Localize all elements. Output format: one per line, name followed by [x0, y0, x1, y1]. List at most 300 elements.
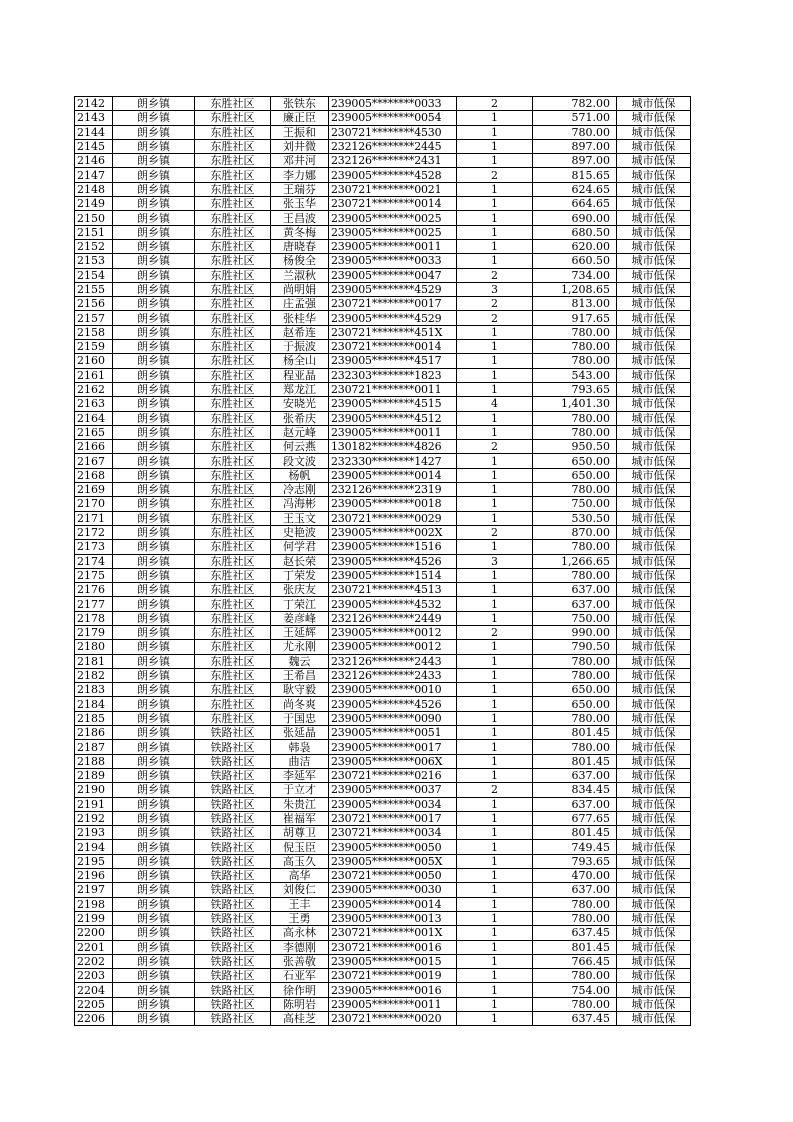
town-cell: 朗乡镇: [113, 783, 195, 797]
person-name-cell: 王丰: [271, 897, 329, 911]
person-name-cell: 倪玉臣: [271, 840, 329, 854]
community-cell: 东胜社区: [195, 382, 271, 396]
household-size-cell: 1: [457, 239, 533, 253]
table-row: [75, 468, 691, 482]
amount-cell: 750.00: [533, 611, 617, 625]
town-cell: 朗乡镇: [113, 97, 195, 111]
community-cell: 东胜社区: [195, 325, 271, 339]
person-name-cell: 兰淑秋: [271, 268, 329, 282]
amount-cell: 637.00: [533, 883, 617, 897]
amount-cell: 793.65: [533, 854, 617, 868]
community-cell: 铁路社区: [195, 783, 271, 797]
row-index-cell: 2152: [75, 239, 113, 253]
community-cell: 东胜社区: [195, 168, 271, 182]
household-size-cell: 1: [457, 668, 533, 682]
assistance-type-cell: 城市低保: [617, 969, 691, 983]
person-name-cell: 何学君: [271, 540, 329, 554]
table-row: [75, 597, 691, 611]
id-number-cell: 239005********0014: [329, 897, 457, 911]
person-name-cell: 丁荣江: [271, 597, 329, 611]
assistance-type-cell: 城市低保: [617, 168, 691, 182]
table-row: [75, 425, 691, 439]
person-name-cell: 朱贵江: [271, 797, 329, 811]
household-size-cell: 1: [457, 225, 533, 239]
id-number-cell: 230721********0034: [329, 826, 457, 840]
amount-cell: 801.45: [533, 940, 617, 954]
amount-cell: 624.65: [533, 182, 617, 196]
row-index-cell: 2206: [75, 1012, 113, 1026]
assistance-type-cell: 城市低保: [617, 711, 691, 725]
town-cell: 朗乡镇: [113, 926, 195, 940]
amount-cell: 543.00: [533, 368, 617, 382]
table-row: [75, 711, 691, 725]
person-name-cell: 高永林: [271, 926, 329, 940]
household-size-cell: 1: [457, 983, 533, 997]
id-number-cell: 230721********0019: [329, 969, 457, 983]
assistance-type-cell: 城市低保: [617, 668, 691, 682]
table-row: [75, 525, 691, 539]
id-number-cell: 230721********0021: [329, 182, 457, 196]
community-cell: 东胜社区: [195, 440, 271, 454]
table-row: [75, 797, 691, 811]
community-cell: 铁路社区: [195, 883, 271, 897]
person-name-cell: 杨俊全: [271, 254, 329, 268]
person-name-cell: 于振波: [271, 340, 329, 354]
assistance-type-cell: 城市低保: [617, 854, 691, 868]
community-cell: 东胜社区: [195, 154, 271, 168]
amount-cell: 620.00: [533, 239, 617, 253]
id-number-cell: 239005********0017: [329, 740, 457, 754]
amount-cell: 650.00: [533, 454, 617, 468]
table-row: [75, 869, 691, 883]
community-cell: 东胜社区: [195, 282, 271, 296]
person-name-cell: 陈明岩: [271, 997, 329, 1011]
assistance-type-cell: 城市低保: [617, 511, 691, 525]
row-index-cell: 2153: [75, 254, 113, 268]
id-number-cell: 239005********4512: [329, 411, 457, 425]
household-size-cell: 1: [457, 726, 533, 740]
amount-cell: 571.00: [533, 111, 617, 125]
person-name-cell: 王希昌: [271, 668, 329, 682]
amount-cell: 780.00: [533, 540, 617, 554]
row-index-cell: 2147: [75, 168, 113, 182]
table-row: [75, 654, 691, 668]
community-cell: 铁路社区: [195, 897, 271, 911]
town-cell: 朗乡镇: [113, 969, 195, 983]
community-cell: 东胜社区: [195, 483, 271, 497]
person-name-cell: 尚冬爽: [271, 697, 329, 711]
household-size-cell: 1: [457, 697, 533, 711]
community-cell: 铁路社区: [195, 940, 271, 954]
row-index-cell: 2180: [75, 640, 113, 654]
household-size-cell: 1: [457, 997, 533, 1011]
amount-cell: 780.00: [533, 340, 617, 354]
person-name-cell: 赵希连: [271, 325, 329, 339]
amount-cell: 780.00: [533, 125, 617, 139]
community-cell: 铁路社区: [195, 911, 271, 925]
id-number-cell: 230721********0014: [329, 340, 457, 354]
assistance-type-cell: 城市低保: [617, 254, 691, 268]
row-index-cell: 2199: [75, 911, 113, 925]
person-name-cell: 史艳波: [271, 525, 329, 539]
person-name-cell: 唐晓春: [271, 239, 329, 253]
row-index-cell: 2157: [75, 311, 113, 325]
assistance-type-cell: 城市低保: [617, 1012, 691, 1026]
person-name-cell: 段文波: [271, 454, 329, 468]
assistance-type-cell: 城市低保: [617, 382, 691, 396]
assistance-type-cell: 城市低保: [617, 597, 691, 611]
amount-cell: 1,208.65: [533, 282, 617, 296]
community-cell: 东胜社区: [195, 625, 271, 639]
town-cell: 朗乡镇: [113, 583, 195, 597]
id-number-cell: 230721********4513: [329, 583, 457, 597]
community-cell: 东胜社区: [195, 497, 271, 511]
assistance-type-cell: 城市低保: [617, 483, 691, 497]
row-index-cell: 2173: [75, 540, 113, 554]
amount-cell: 870.00: [533, 525, 617, 539]
household-size-cell: 2: [457, 525, 533, 539]
person-name-cell: 王玉文: [271, 511, 329, 525]
amount-cell: 793.65: [533, 382, 617, 396]
person-name-cell: 韩袅: [271, 740, 329, 754]
row-index-cell: 2178: [75, 611, 113, 625]
amount-cell: 680.50: [533, 225, 617, 239]
id-number-cell: 230721********4530: [329, 125, 457, 139]
household-size-cell: 2: [457, 625, 533, 639]
household-size-cell: 1: [457, 125, 533, 139]
row-index-cell: 2158: [75, 325, 113, 339]
household-size-cell: 1: [457, 254, 533, 268]
assistance-type-cell: 城市低保: [617, 726, 691, 740]
table-row: [75, 854, 691, 868]
table-row: [75, 311, 691, 325]
amount-cell: 780.00: [533, 654, 617, 668]
person-name-cell: 王勇: [271, 911, 329, 925]
community-cell: 东胜社区: [195, 425, 271, 439]
assistance-type-cell: 城市低保: [617, 125, 691, 139]
household-size-cell: 1: [457, 611, 533, 625]
town-cell: 朗乡镇: [113, 397, 195, 411]
assistance-type-cell: 城市低保: [617, 139, 691, 153]
assistance-type-cell: 城市低保: [617, 197, 691, 211]
amount-cell: 782.00: [533, 97, 617, 111]
town-cell: 朗乡镇: [113, 525, 195, 539]
row-index-cell: 2191: [75, 797, 113, 811]
row-index-cell: 2189: [75, 768, 113, 782]
community-cell: 铁路社区: [195, 1012, 271, 1026]
assistance-type-cell: 城市低保: [617, 683, 691, 697]
row-index-cell: 2169: [75, 483, 113, 497]
household-size-cell: 2: [457, 97, 533, 111]
town-cell: 朗乡镇: [113, 239, 195, 253]
town-cell: 朗乡镇: [113, 1012, 195, 1026]
amount-cell: 650.00: [533, 697, 617, 711]
town-cell: 朗乡镇: [113, 811, 195, 825]
town-cell: 朗乡镇: [113, 154, 195, 168]
table-row: [75, 683, 691, 697]
assistance-type-cell: 城市低保: [617, 926, 691, 940]
assistance-type-cell: 城市低保: [617, 340, 691, 354]
row-index-cell: 2156: [75, 297, 113, 311]
id-number-cell: 239005********4526: [329, 697, 457, 711]
amount-cell: 780.00: [533, 668, 617, 682]
id-number-cell: 239005********0047: [329, 268, 457, 282]
amount-cell: 660.50: [533, 254, 617, 268]
person-name-cell: 冯海彬: [271, 497, 329, 511]
town-cell: 朗乡镇: [113, 340, 195, 354]
town-cell: 朗乡镇: [113, 611, 195, 625]
town-cell: 朗乡镇: [113, 554, 195, 568]
town-cell: 朗乡镇: [113, 182, 195, 196]
table-row: [75, 382, 691, 396]
id-number-cell: 239005********006X: [329, 754, 457, 768]
person-name-cell: 杨全山: [271, 354, 329, 368]
row-index-cell: 2188: [75, 754, 113, 768]
assistance-type-cell: 城市低保: [617, 297, 691, 311]
household-size-cell: 1: [457, 468, 533, 482]
table-row: [75, 225, 691, 239]
table-row: [75, 983, 691, 997]
id-number-cell: 239005********1516: [329, 540, 457, 554]
row-index-cell: 2154: [75, 268, 113, 282]
assistance-type-cell: 城市低保: [617, 525, 691, 539]
community-cell: 东胜社区: [195, 668, 271, 682]
amount-cell: 780.00: [533, 325, 617, 339]
assistance-type-cell: 城市低保: [617, 182, 691, 196]
person-name-cell: 魏云: [271, 654, 329, 668]
table-row: [75, 583, 691, 597]
town-cell: 朗乡镇: [113, 625, 195, 639]
household-size-cell: 1: [457, 969, 533, 983]
table-row: [75, 511, 691, 525]
row-index-cell: 2145: [75, 139, 113, 153]
household-size-cell: 1: [457, 511, 533, 525]
town-cell: 朗乡镇: [113, 354, 195, 368]
table-row: [75, 911, 691, 925]
id-number-cell: 230721********0216: [329, 768, 457, 782]
table-row: [75, 483, 691, 497]
row-index-cell: 2142: [75, 97, 113, 111]
community-cell: 东胜社区: [195, 97, 271, 111]
town-cell: 朗乡镇: [113, 440, 195, 454]
table-row: [75, 139, 691, 153]
household-size-cell: 1: [457, 911, 533, 925]
household-size-cell: 4: [457, 397, 533, 411]
id-number-cell: 232126********2319: [329, 483, 457, 497]
id-number-cell: 239005********0011: [329, 425, 457, 439]
town-cell: 朗乡镇: [113, 911, 195, 925]
community-cell: 东胜社区: [195, 182, 271, 196]
table-row: [75, 940, 691, 954]
household-size-cell: 3: [457, 282, 533, 296]
town-cell: 朗乡镇: [113, 139, 195, 153]
person-name-cell: 张桂华: [271, 311, 329, 325]
household-size-cell: 1: [457, 954, 533, 968]
table-row: [75, 926, 691, 940]
table-row: [75, 625, 691, 639]
person-name-cell: 张玉华: [271, 197, 329, 211]
table-row: [75, 740, 691, 754]
row-index-cell: 2150: [75, 211, 113, 225]
id-number-cell: 239005********0015: [329, 954, 457, 968]
household-size-cell: 1: [457, 325, 533, 339]
table-row: [75, 540, 691, 554]
id-number-cell: 239005********0090: [329, 711, 457, 725]
person-name-cell: 姜彦峰: [271, 611, 329, 625]
row-index-cell: 2167: [75, 454, 113, 468]
table-row: [75, 154, 691, 168]
amount-cell: 734.00: [533, 268, 617, 282]
id-number-cell: 230721********451X: [329, 325, 457, 339]
table-row: [75, 97, 691, 111]
household-size-cell: 1: [457, 797, 533, 811]
assistance-type-cell: 城市低保: [617, 840, 691, 854]
id-number-cell: 232126********2443: [329, 654, 457, 668]
person-name-cell: 石亚军: [271, 969, 329, 983]
id-number-cell: 232126********2433: [329, 668, 457, 682]
assistance-type-cell: 城市低保: [617, 425, 691, 439]
assistance-type-cell: 城市低保: [617, 497, 691, 511]
town-cell: 朗乡镇: [113, 325, 195, 339]
household-size-cell: 1: [457, 354, 533, 368]
household-size-cell: 1: [457, 540, 533, 554]
community-cell: 东胜社区: [195, 554, 271, 568]
table-row: [75, 454, 691, 468]
amount-cell: 1,401.30: [533, 397, 617, 411]
household-size-cell: 1: [457, 768, 533, 782]
person-name-cell: 赵长荣: [271, 554, 329, 568]
amount-cell: 677.65: [533, 811, 617, 825]
person-name-cell: 李延军: [271, 768, 329, 782]
id-number-cell: 239005********0054: [329, 111, 457, 125]
amount-cell: 637.00: [533, 597, 617, 611]
table-row: [75, 111, 691, 125]
id-number-cell: 239005********0030: [329, 883, 457, 897]
row-index-cell: 2192: [75, 811, 113, 825]
id-number-cell: 239005********0033: [329, 254, 457, 268]
assistance-type-cell: 城市低保: [617, 625, 691, 639]
person-name-cell: 王瑞芬: [271, 182, 329, 196]
row-index-cell: 2179: [75, 625, 113, 639]
town-cell: 朗乡镇: [113, 168, 195, 182]
community-cell: 东胜社区: [195, 583, 271, 597]
amount-cell: 917.65: [533, 311, 617, 325]
community-cell: 东胜社区: [195, 654, 271, 668]
row-index-cell: 2161: [75, 368, 113, 382]
household-size-cell: 1: [457, 940, 533, 954]
roster-table: [74, 96, 691, 1026]
table-row: [75, 883, 691, 897]
assistance-type-cell: 城市低保: [617, 811, 691, 825]
community-cell: 东胜社区: [195, 239, 271, 253]
household-size-cell: 1: [457, 640, 533, 654]
community-cell: 铁路社区: [195, 726, 271, 740]
id-number-cell: 239005********0025: [329, 211, 457, 225]
row-index-cell: 2159: [75, 340, 113, 354]
community-cell: 东胜社区: [195, 368, 271, 382]
row-index-cell: 2163: [75, 397, 113, 411]
town-cell: 朗乡镇: [113, 697, 195, 711]
community-cell: 东胜社区: [195, 197, 271, 211]
table-row: [75, 297, 691, 311]
id-number-cell: 239005********0025: [329, 225, 457, 239]
id-number-cell: 239005********0018: [329, 497, 457, 511]
table-row: [75, 497, 691, 511]
row-index-cell: 2151: [75, 225, 113, 239]
amount-cell: 897.00: [533, 154, 617, 168]
community-cell: 东胜社区: [195, 411, 271, 425]
community-cell: 东胜社区: [195, 511, 271, 525]
row-index-cell: 2193: [75, 826, 113, 840]
assistance-type-cell: 城市低保: [617, 282, 691, 296]
person-name-cell: 尚明娟: [271, 282, 329, 296]
amount-cell: 637.00: [533, 768, 617, 782]
community-cell: 东胜社区: [195, 297, 271, 311]
row-index-cell: 2196: [75, 869, 113, 883]
household-size-cell: 2: [457, 783, 533, 797]
person-name-cell: 耿守毅: [271, 683, 329, 697]
id-number-cell: 239005********4517: [329, 354, 457, 368]
person-name-cell: 张铁东: [271, 97, 329, 111]
community-cell: 东胜社区: [195, 611, 271, 625]
row-index-cell: 2198: [75, 897, 113, 911]
row-index-cell: 2203: [75, 969, 113, 983]
community-cell: 铁路社区: [195, 740, 271, 754]
household-size-cell: 1: [457, 197, 533, 211]
household-size-cell: 2: [457, 168, 533, 182]
town-cell: 朗乡镇: [113, 511, 195, 525]
row-index-cell: 2202: [75, 954, 113, 968]
amount-cell: 780.00: [533, 354, 617, 368]
person-name-cell: 李力娜: [271, 168, 329, 182]
community-cell: 东胜社区: [195, 225, 271, 239]
assistance-type-cell: 城市低保: [617, 768, 691, 782]
household-size-cell: 1: [457, 368, 533, 382]
table-row: [75, 182, 691, 196]
id-number-cell: 239005********0012: [329, 640, 457, 654]
amount-cell: 815.65: [533, 168, 617, 182]
town-cell: 朗乡镇: [113, 540, 195, 554]
amount-cell: 780.00: [533, 997, 617, 1011]
assistance-type-cell: 城市低保: [617, 611, 691, 625]
id-number-cell: 232126********2449: [329, 611, 457, 625]
id-number-cell: 230721********0011: [329, 382, 457, 396]
household-size-cell: 1: [457, 654, 533, 668]
person-name-cell: 张延晶: [271, 726, 329, 740]
id-number-cell: 239005********0012: [329, 625, 457, 639]
person-name-cell: 王振和: [271, 125, 329, 139]
household-size-cell: 1: [457, 425, 533, 439]
table-row: [75, 568, 691, 582]
id-number-cell: 232126********2445: [329, 139, 457, 153]
amount-cell: 637.45: [533, 1012, 617, 1026]
id-number-cell: 230721********0017: [329, 297, 457, 311]
row-index-cell: 2176: [75, 583, 113, 597]
id-number-cell: 239005********0011: [329, 997, 457, 1011]
assistance-type-cell: 城市低保: [617, 397, 691, 411]
assistance-type-cell: 城市低保: [617, 325, 691, 339]
town-cell: 朗乡镇: [113, 983, 195, 997]
amount-cell: 637.45: [533, 926, 617, 940]
assistance-type-cell: 城市低保: [617, 368, 691, 382]
person-name-cell: 徐作明: [271, 983, 329, 997]
person-name-cell: 高桂芝: [271, 1012, 329, 1026]
row-index-cell: 2168: [75, 468, 113, 482]
person-name-cell: 崔福军: [271, 811, 329, 825]
person-name-cell: 张希庆: [271, 411, 329, 425]
row-index-cell: 2171: [75, 511, 113, 525]
assistance-type-cell: 城市低保: [617, 239, 691, 253]
